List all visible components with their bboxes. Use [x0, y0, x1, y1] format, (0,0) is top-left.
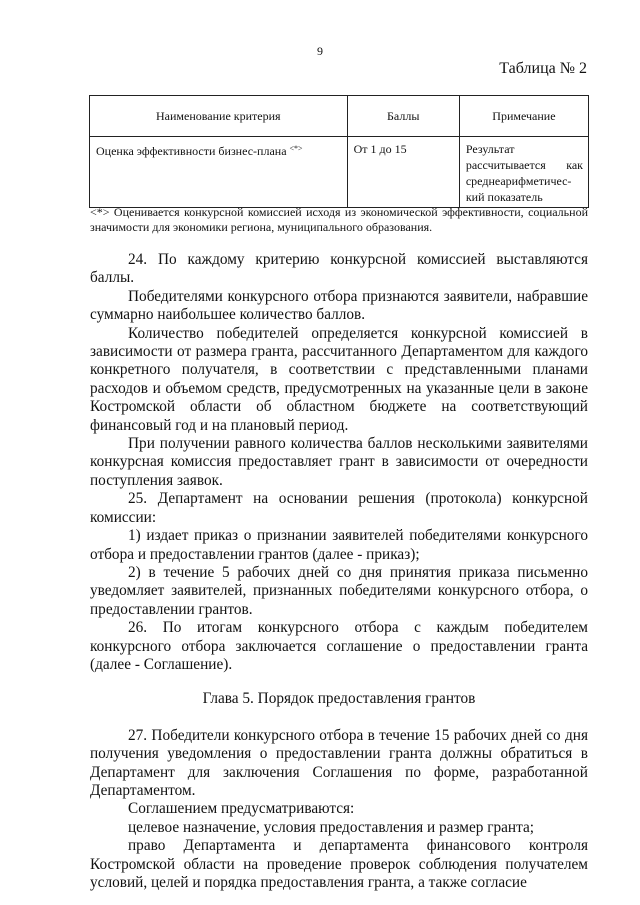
- header-criterion: Наименование критерия: [90, 96, 348, 137]
- page-number: 9: [317, 44, 323, 58]
- paragraph-26: 26. По итогам конкурсного отбора с каждым победителем конкурсного отбора заключается соглашение о предоставлении гранта (далее - Соглашение).: [90, 619, 588, 673]
- paragraph-agreement-purpose: целевое назначение, условия предоставления и размер гранта;: [128, 818, 535, 836]
- cell-remark: Результат рассчитывается как среднеарифметичес-кий показатель: [459, 137, 588, 208]
- paragraph-equal-points: При получении равного количества баллов несколькими заявителями конкурсная комиссия предоставляет грант в зависимости от очередности поступления заявок.: [90, 435, 588, 489]
- paragraph-winners: Победителями конкурсного отбора признаются заявители, набравшие суммарно наибольшее количество баллов.: [90, 287, 588, 324]
- header-points: Баллы: [347, 96, 459, 137]
- criteria-table: [89, 95, 589, 208]
- paragraph-24: 24. По каждому критерию конкурсной комиссией выставляются баллы.: [90, 251, 588, 287]
- paragraph-25-item-2: 2) в течение 5 рабочих дней со дня принятия приказа письменно уведомляет заявителей, признанных победителями конкурсного отбора, о предоставлении грантов.: [90, 563, 588, 618]
- paragraph-27: 27. Победители конкурсного отбора в течение 15 рабочих дней со дня получения уведомления о предоставлении гранта должны обратиться в Департамент для заключения Соглашения по форме, разработанной Департаментом.: [90, 726, 588, 799]
- table-label: Таблица № 2: [499, 60, 587, 77]
- table-header-row: [90, 96, 589, 137]
- cell-points: От 1 до 15: [347, 137, 459, 208]
- paragraph-winner-count: Количество победителей определяется конкурсной комиссией в зависимости от размера гранта, рассчитанного Департаментом для каждого конкретного получателя, в соответствии с представленными планами расходов и объемом средств, предусмотренных на указанные цели в законе Костромской области об областном бюджете на соответствующий финансовый год и на плановый период.: [90, 324, 588, 434]
- table-footnote: <*> Оценивается конкурсной комиссией исходя из экономической эффективности, социальной значимости для экономики региона, муниципального образования.: [90, 205, 588, 234]
- criterion-footnote-mark: <*>: [289, 144, 303, 153]
- paragraph-agreement-intro: Соглашением предусматриваются:: [128, 800, 355, 818]
- criterion-text: Оценка эффективности бизнес-плана: [96, 144, 287, 158]
- cell-criterion: [90, 137, 348, 208]
- chapter-heading: Глава 5. Порядок предоставления грантов: [202, 690, 476, 708]
- header-remark: Примечание: [459, 96, 588, 137]
- table-row: [90, 137, 589, 208]
- paragraph-agreement-right: право Департамента и департамента финансового контроля Костромской области на проведение проверок соблюдения получателем условий, целей и порядка предоставления гранта, а также согласие: [90, 837, 588, 891]
- document-body: [90, 251, 588, 892]
- paragraph-25-item-1: 1) издает приказ о признании заявителей победителями конкурсного отбора и предоставлении грантов (далее - приказ);: [90, 527, 588, 563]
- paragraph-25: 25. Департамент на основании решения (протокола) конкурсной комиссии:: [90, 490, 588, 526]
